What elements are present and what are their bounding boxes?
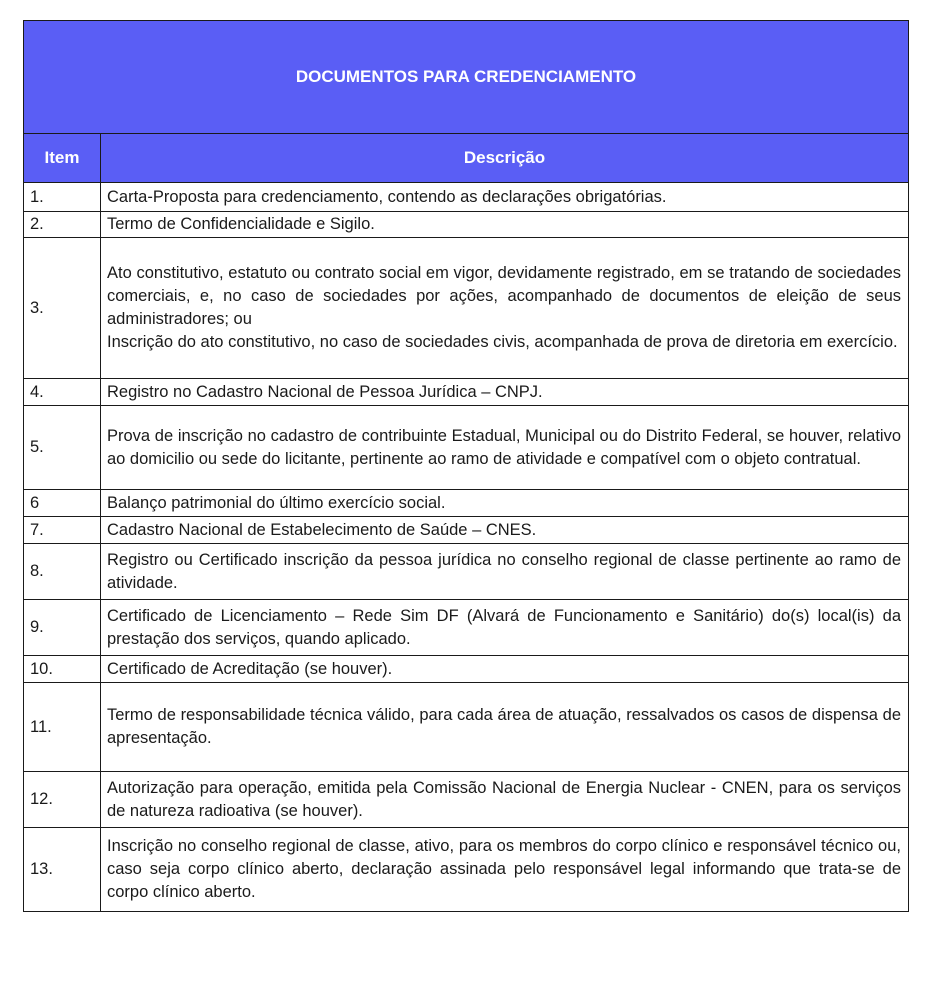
- item-description: [101, 828, 909, 912]
- table-row: [24, 544, 909, 600]
- item-description: [101, 544, 909, 600]
- table-row: [24, 772, 909, 828]
- credentialing-documents-table: [23, 20, 909, 912]
- description-text: Prova de inscrição no cadastro de contribuinte Estadual, Municipal ou do Distrito Federal, se houver, relativo ao domicilio ou sede do licitante, pertinente ao ramo de atividade e compatível com o objeto contratual.: [107, 426, 901, 468]
- table-header-row: [24, 134, 909, 183]
- item-description: [101, 490, 909, 517]
- item-number: 12.: [24, 772, 101, 828]
- table-title-row: [24, 21, 909, 134]
- header-description: Descrição: [101, 134, 909, 183]
- table-row: [24, 212, 909, 238]
- table-row: [24, 490, 909, 517]
- description-text: Registro no Cadastro Nacional de Pessoa Jurídica – CNPJ.: [107, 382, 543, 401]
- table-row: [24, 656, 909, 683]
- item-description: [101, 379, 909, 406]
- description-text: Inscrição no conselho regional de classe, ativo, para os membros do corpo clínico e responsável técnico ou, caso seja corpo clínico aberto, declaração assinada pelo responsável legal informando que trata-se de corpo clínico aberto.: [107, 837, 901, 901]
- item-number: 6: [24, 490, 101, 517]
- table-row: [24, 183, 909, 212]
- item-description: [101, 183, 909, 212]
- item-number: 4.: [24, 379, 101, 406]
- table-row: [24, 600, 909, 656]
- description-text: Balanço patrimonial do último exercício social.: [107, 493, 446, 512]
- item-description: [101, 238, 909, 379]
- item-description: [101, 772, 909, 828]
- description-text: Carta-Proposta para credenciamento, contendo as declarações obrigatórias.: [107, 187, 667, 206]
- table-row: [24, 379, 909, 406]
- item-description: [101, 683, 909, 772]
- item-description: [101, 212, 909, 238]
- item-number: 13.: [24, 828, 101, 912]
- description-text: Termo de Confidencialidade e Sigilo.: [107, 215, 375, 233]
- item-description: [101, 406, 909, 490]
- table-row: [24, 828, 909, 912]
- item-number: 3.: [24, 238, 101, 379]
- description-text: Inscrição do ato constitutivo, no caso de sociedades civis, acompanhada de prova de diretoria em exercício.: [107, 333, 898, 351]
- description-text: Certificado de Licenciamento – Rede Sim DF (Alvará de Funcionamento e Sanitário) do(s) local(is) da prestação dos serviços, quando aplicado.: [107, 606, 901, 648]
- item-description: [101, 600, 909, 656]
- table-row: [24, 238, 909, 379]
- table-row: [24, 683, 909, 772]
- item-number: 10.: [24, 656, 101, 683]
- item-description: [101, 517, 909, 544]
- item-number: 7.: [24, 517, 101, 544]
- description-text: Registro ou Certificado inscrição da pessoa jurídica no conselho regional de classe pertinente ao ramo de atividade.: [107, 550, 901, 592]
- item-number: 1.: [24, 183, 101, 212]
- item-number: 11.: [24, 683, 101, 772]
- header-item: Item: [24, 134, 101, 183]
- item-description: [101, 656, 909, 683]
- table-row: [24, 406, 909, 490]
- item-number: 2.: [24, 212, 101, 238]
- description-text: Ato constitutivo, estatuto ou contrato social em vigor, devidamente registrado, em se tratando de sociedades comerciais, e, no caso de sociedades por ações, acompanhado de documentos de eleição de seus administradores; ou: [107, 264, 901, 328]
- item-number: 8.: [24, 544, 101, 600]
- table-row: [24, 517, 909, 544]
- item-number: 5.: [24, 406, 101, 490]
- description-text: Termo de responsabilidade técnica válido, para cada área de atuação, ressalvados os casos de dispensa de apresentação.: [107, 706, 901, 747]
- description-text: Cadastro Nacional de Estabelecimento de Saúde – CNES.: [107, 520, 537, 539]
- description-text: Autorização para operação, emitida pela Comissão Nacional de Energia Nuclear - CNEN, para os serviços de natureza radioativa (se houver).: [107, 778, 901, 820]
- item-number: 9.: [24, 600, 101, 656]
- table-title: DOCUMENTOS PARA CREDENCIAMENTO: [24, 21, 909, 134]
- description-text: Certificado de Acreditação (se houver).: [107, 659, 393, 678]
